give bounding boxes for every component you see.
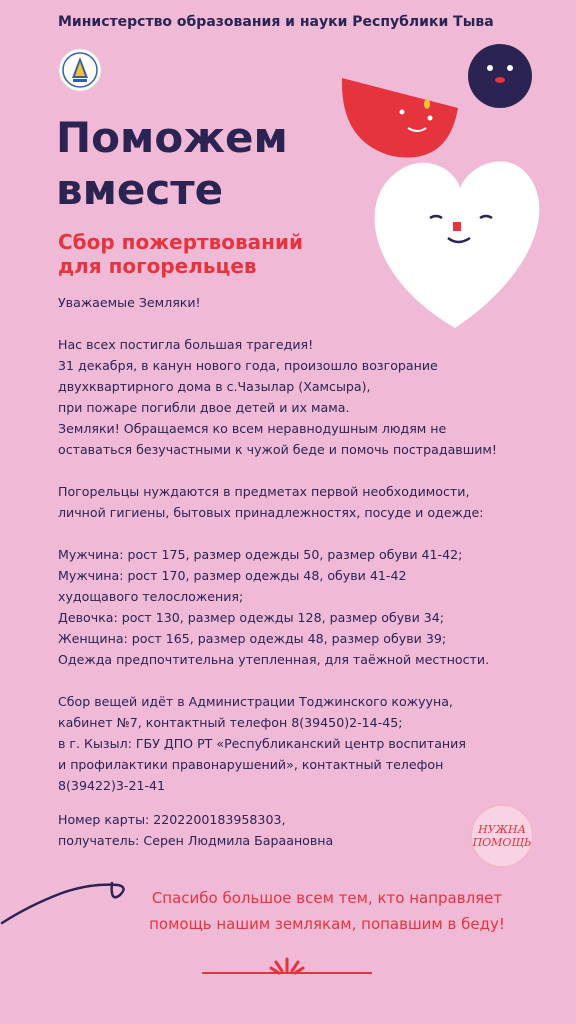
collection-line: кабинет №7, контактный телефон 8(39450)2-14-45; <box>58 715 403 730</box>
sizes-line: Девочка: рост 130, размер одежды 128, размер обуви 34; <box>58 610 445 625</box>
ministry-name: Министерство образования и науки Республики Тыва <box>58 14 494 30</box>
sizes-paragraph <box>58 544 558 670</box>
navy-circle-face-icon <box>468 44 532 108</box>
help-needed-badge <box>470 804 534 868</box>
sizes-line: Одежда предпочтительна утепленная, для таёжной местности. <box>58 652 490 667</box>
title-line-2: вместе <box>56 165 224 214</box>
needs-line: Погорельцы нуждаются в предметах первой необходимости, <box>58 484 470 499</box>
intro-line: 31 декабря, в канун нового года, произошло возгорание <box>58 358 438 373</box>
thanks-line-2: помощь нашим землякам, попавшим в беду! <box>149 915 505 933</box>
page-title <box>56 112 288 216</box>
page-subtitle <box>58 230 303 278</box>
greeting <box>58 292 558 313</box>
collection-line: Сбор вещей идёт в Администрации Тоджинского кожууна, <box>58 694 453 709</box>
collection-line: и профилактики правонарушений», контактный телефон <box>58 757 444 772</box>
subtitle-line-2: для погорельцев <box>58 254 257 278</box>
badge-line-2: ПОМОЩЬ <box>472 836 532 849</box>
sizes-line: худощавого телосложения; <box>58 589 244 604</box>
ministry-emblem-icon <box>58 48 102 92</box>
subtitle-line-1: Сбор пожертвований <box>58 230 303 254</box>
intro-line: оставаться безучастными к чужой беде и помочь пострадавшим! <box>58 442 497 457</box>
appeal-body <box>58 292 558 817</box>
intro-paragraph <box>58 334 558 460</box>
sizes-line: Женщина: рост 165, размер одежды 48, размер обуви 39; <box>58 631 447 646</box>
intro-line: двухквартирного дома в с.Чазылар (Хамсыра), <box>58 379 371 394</box>
collection-line: в г. Кызыл: ГБУ ДПО РТ «Республиканский центр воспитания <box>58 736 466 751</box>
card-details <box>58 809 333 851</box>
collection-line: 8(39422)3-21-41 <box>58 778 166 793</box>
firework-divider-icon <box>202 956 372 978</box>
badge-line-1: НУЖНА <box>478 823 526 836</box>
greeting-line: Уважаемые Земляки! <box>58 295 201 310</box>
card-number: Номер карты: 2202200183958303, <box>58 812 286 827</box>
thanks-message <box>92 885 562 937</box>
needs-paragraph <box>58 481 558 523</box>
sizes-line: Мужчина: рост 170, размер одежды 48, обуви 41-42 <box>58 568 407 583</box>
card-recipient: получатель: Серен Людмила Бараановна <box>58 833 334 848</box>
sizes-line: Мужчина: рост 175, размер одежды 50, размер обуви 41-42; <box>58 547 463 562</box>
needs-line: личной гигиены, бытовых принадлежностях, посуде и одежде: <box>58 505 484 520</box>
title-line-1: Поможем <box>56 113 288 162</box>
thanks-line-1: Спасибо большое всем тем, кто направляет <box>151 889 503 907</box>
red-bowl-face-icon <box>342 78 458 157</box>
intro-line: Нас всех постигла большая трагедия! <box>58 337 314 352</box>
intro-line: Земляки! Обращаемся ко всем неравнодушным людям не <box>58 421 447 436</box>
collection-paragraph <box>58 691 558 796</box>
intro-line: при пожаре погибли двое детей и их мама. <box>58 400 350 415</box>
